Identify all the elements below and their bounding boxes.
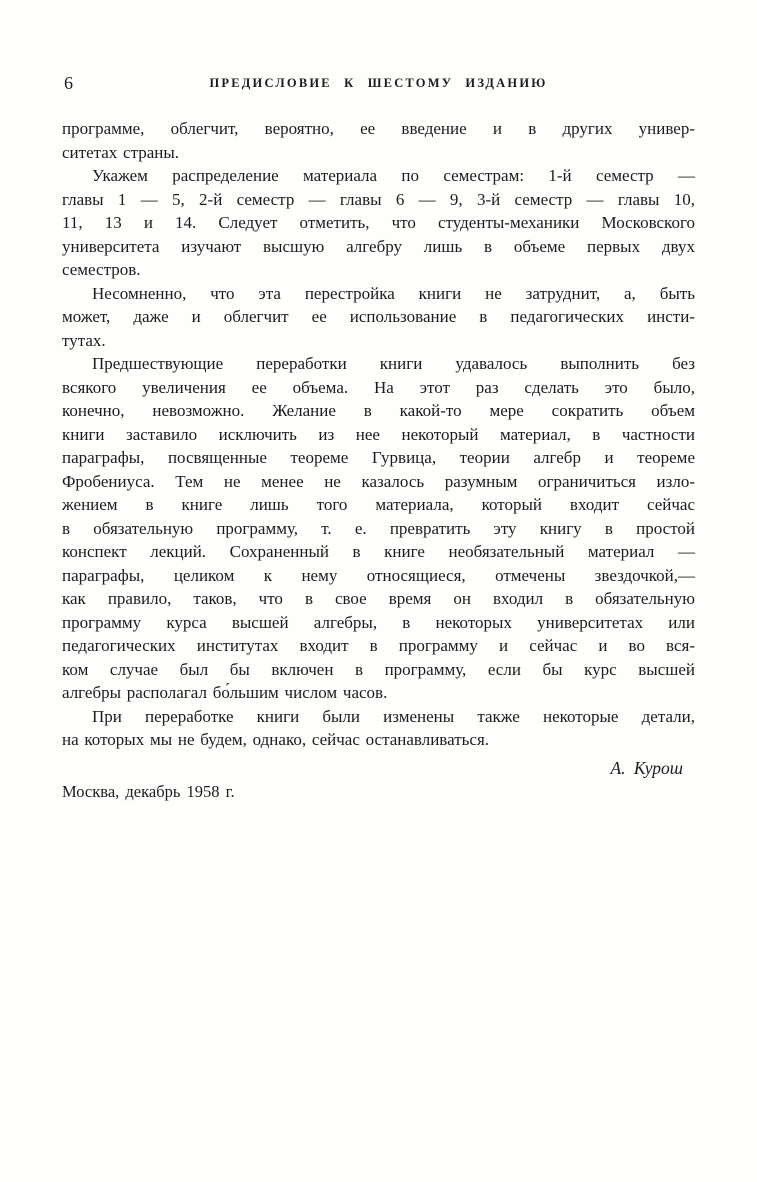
text-line: книги заставило исключить из нее некоторый материал, в частности [62,424,695,444]
text-line: жением в книге лишь того материала, который входит сейчас [62,495,695,514]
paragraph [62,117,695,164]
paragraph [62,705,695,752]
author-signature: А. Курош [610,757,683,778]
text-line: педагогических институтах входит в программу и сейчас и во вся- [62,636,695,655]
text-line: программе, облегчит, вероятно, ее введение и в других универ- [62,119,695,138]
text-line: может, даже и облегчит ее использование в педагогических инсти- [62,307,695,326]
text-column [62,72,695,804]
paragraph [62,164,695,282]
paragraph [62,352,695,705]
text-line: как правило, таков, что в свое время он входил в обязательную [62,589,695,608]
body-text [62,117,695,752]
text-line: Предшествующие переработки книги удавалось выполнить без [92,354,695,373]
text-line: на которых мы не будем, однако, сейчас останавливаться. [62,730,490,749]
text-line: конечно, невозможно. Желание в какой-то мере сократить объем [62,401,695,420]
text-line: 11, 13 и 14. Следует отметить, что студенты-механики Московского [62,213,695,232]
running-title: ПРЕДИСЛОВИЕ К ШЕСТОМУ ИЗДАНИЮ [209,76,548,90]
text-line: параграфы, посвященные теореме Гурвица, теории алгебр и теореме [62,448,695,467]
text-line: университета изучают высшую алгебру лишь в объеме первых двух [62,236,695,256]
dateline: Москва, декабрь 1958 г. [62,782,235,801]
text-line: ситетах страны. [62,142,180,162]
page-header [62,72,695,94]
text-line: конспект лекций. Сохраненный в книге необязательный материал — [62,542,695,561]
text-line: в обязательную программу, т. е. превратить эту книгу в простой [62,518,695,538]
text-line: семестров. [62,260,141,279]
text-line: При переработке книги были изменены также некоторые детали, [92,706,695,726]
text-line: параграфы, целиком к нему относящиеся, отмечены звездочкой,— [62,565,695,585]
text-line: программу курса высшей алгебры, в некоторых университетах или [62,612,695,632]
page-number: 6 [64,73,73,93]
text-line: ком случае был бы включен в программу, если бы курс высшей [62,659,695,679]
text-line: всякого увеличения ее объема. На этот раз сделать это было, [62,377,695,397]
text-line: Несомненно, что эта перестройка книги не затруднит, а, быть [92,283,695,303]
text-line: Фробениуса. Тем не менее не казалось разумным ограничиться изло- [62,471,695,491]
text-line: Укажем распределение материала по семестрам: 1-й семестр — [92,166,695,185]
text-line: главы 1 — 5, 2-й семестр — главы 6 — 9, 3-й семестр — главы 10, [62,189,695,209]
text-line: алгебры располагал бо́льшим числом часов. [62,683,388,702]
paragraph [62,282,695,353]
text-line: тутах. [62,330,106,350]
